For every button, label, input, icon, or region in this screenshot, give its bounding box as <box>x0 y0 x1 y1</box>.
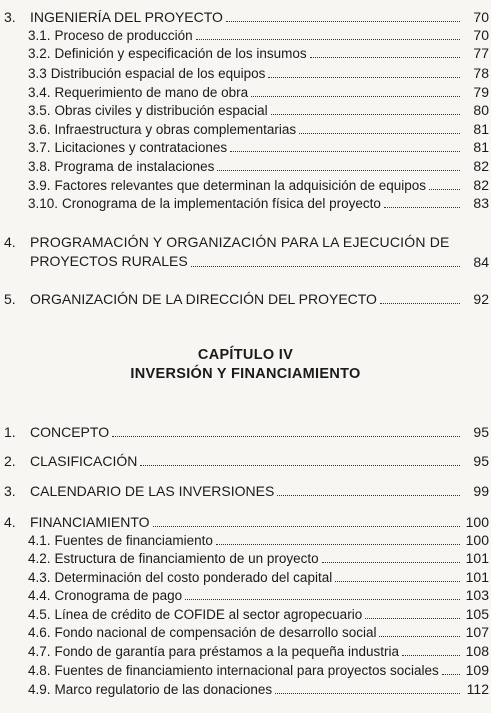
entry-number: 4.9. <box>28 682 51 697</box>
entry-number: 3.2. <box>28 46 51 61</box>
entry-page: 101 <box>465 550 489 566</box>
leader-dots <box>365 617 460 619</box>
entry-page: 107 <box>465 624 489 640</box>
entry-number: 4.5. <box>28 607 51 622</box>
leader-dots <box>112 435 460 437</box>
entry-number: 2. <box>4 453 16 469</box>
toc-subentry <box>28 532 463 549</box>
entry-number: 4.6. <box>28 625 51 640</box>
entry-number: 4.7. <box>28 644 51 659</box>
entry-page: 105 <box>465 606 489 622</box>
toc-entry <box>4 453 463 470</box>
entry-page: 109 <box>465 662 489 678</box>
entry-number: 1. <box>4 424 16 440</box>
entry-number: 3.6. <box>28 122 51 137</box>
leader-dots <box>230 150 460 152</box>
entry-number: 4.4. <box>28 588 51 603</box>
entry-number: 3.7. <box>28 140 51 155</box>
entry-title: Fondo nacional de compensación de desarrollo social <box>54 625 377 640</box>
entry-number: 4.2. <box>28 551 51 566</box>
leader-dots <box>271 113 460 115</box>
leader-dots <box>217 169 460 171</box>
entry-number: 5. <box>4 291 16 307</box>
entry-page: 79 <box>473 84 489 100</box>
entry-page: 100 <box>465 532 489 548</box>
toc-subentry <box>28 643 463 660</box>
toc-subentry <box>28 139 463 156</box>
leader-dots <box>299 132 460 134</box>
leader-dots <box>380 302 460 304</box>
leader-dots <box>185 598 460 600</box>
toc-subentry <box>28 45 463 62</box>
entry-page: 83 <box>473 195 489 211</box>
entry-title: Definición y especificación de los insumos <box>54 46 307 61</box>
entry-page: 81 <box>473 121 489 137</box>
entry-page: 92 <box>473 291 489 307</box>
entry-page: 103 <box>465 587 489 603</box>
entry-number: 3.9. <box>28 178 51 193</box>
entry-title: Distribución espacial de los equipos <box>50 66 266 81</box>
toc-subentry <box>28 177 463 194</box>
entry-title: Fondo de garantía para préstamos a la pequeña industria <box>54 644 400 659</box>
toc-subentry <box>28 569 463 586</box>
entry-page: 70 <box>473 9 489 25</box>
leader-dots <box>196 38 460 40</box>
entry-title-line1: PROGRAMACIÓN Y ORGANIZACIÓN PARA LA EJECUCIÓN DE <box>30 234 450 250</box>
toc-subentry <box>28 662 463 679</box>
entry-title: FINANCIAMIENTO <box>30 514 150 530</box>
entry-page: 108 <box>465 643 489 659</box>
toc-subentry <box>28 195 463 212</box>
entry-page: 70 <box>473 27 489 43</box>
entry-page: 81 <box>473 139 489 155</box>
entry-page: 95 <box>473 453 489 469</box>
toc-subentry <box>28 550 463 567</box>
toc-subentry <box>28 624 463 641</box>
entry-number: 3. <box>4 9 16 25</box>
entry-title: Determinación del costo ponderado del capital <box>54 570 333 585</box>
toc-entry <box>4 233 489 271</box>
leader-dots <box>402 654 460 656</box>
entry-number: 3.1. <box>28 28 51 43</box>
entry-title: Obras civiles y distribución espacial <box>54 103 268 118</box>
entry-title: Fuentes de financiamiento internacional para proyectos sociales <box>54 663 439 678</box>
entry-title: Cronograma de la implementación física del proyecto <box>62 196 381 211</box>
entry-page: 77 <box>473 45 489 61</box>
entry-title: Factores relevantes que determinan la adquisición de equipos <box>54 178 427 193</box>
entry-number: 3. <box>4 483 16 499</box>
entry-page: 95 <box>473 424 489 440</box>
toc-subentry <box>28 681 463 698</box>
toc-subentry <box>28 65 463 82</box>
entry-title: Estructura de financiamiento de un proyecto <box>54 551 319 566</box>
entry-number: 3.4. <box>28 85 51 100</box>
toc-entry <box>4 9 463 26</box>
entry-number: 4. <box>4 234 16 250</box>
entry-page: 78 <box>473 65 489 81</box>
entry-number: 4.8. <box>28 663 51 678</box>
leader-dots <box>442 673 460 675</box>
entry-number: 4.1. <box>28 533 51 548</box>
leader-dots <box>322 561 460 563</box>
toc-entry <box>4 291 463 308</box>
entry-title: Programa de instalaciones <box>54 159 215 174</box>
leader-dots <box>429 188 460 190</box>
leader-dots <box>384 206 460 208</box>
toc-entry <box>4 424 463 441</box>
leader-dots <box>379 635 460 637</box>
entry-title: Línea de crédito de COFIDE al sector agropecuario <box>54 607 363 622</box>
toc-subentry <box>28 84 463 101</box>
entry-page: 80 <box>473 102 489 118</box>
entry-title: CONCEPTO <box>30 424 110 440</box>
entry-title: Infraestructura y obras complementarias <box>54 122 297 137</box>
entry-title: Requerimiento de mano de obra <box>54 85 249 100</box>
toc-subentry <box>28 587 463 604</box>
leader-dots <box>277 494 460 496</box>
entry-page: 101 <box>465 569 489 585</box>
leader-dots <box>251 95 460 97</box>
entry-number: 3.8. <box>28 159 51 174</box>
entry-title: CALENDARIO DE LAS INVERSIONES <box>30 483 275 499</box>
entry-title: Licitaciones y contrataciones <box>54 140 228 155</box>
leader-dots <box>268 76 460 78</box>
entry-page: 82 <box>473 177 489 193</box>
entry-number: 3.3 <box>28 66 47 81</box>
entry-title: ORGANIZACIÓN DE LA DIRECCIÓN DEL PROYECTO <box>30 291 377 307</box>
leader-dots <box>153 525 460 527</box>
entry-title: CLASIFICACIÓN <box>30 453 138 469</box>
entry-title: Cronograma de pago <box>54 588 183 603</box>
entry-title-line2: PROYECTOS RURALES <box>30 253 188 269</box>
leader-dots <box>275 692 460 694</box>
toc-entry <box>4 483 463 500</box>
toc-subentry <box>28 27 463 44</box>
entry-page: 84 <box>473 254 489 270</box>
leader-dots <box>310 56 460 58</box>
entry-title: INGENIERÍA DEL PROYECTO <box>30 9 223 25</box>
toc-subentry <box>28 121 463 138</box>
toc-subentry <box>28 102 463 119</box>
chapter-label: CAPÍTULO IV <box>197 347 294 363</box>
leader-dots <box>335 580 460 582</box>
leader-dots <box>191 265 460 267</box>
toc-subentry <box>28 158 463 175</box>
entry-page: 82 <box>473 158 489 174</box>
entry-title: Fuentes de financiamiento <box>54 533 213 548</box>
entry-title: Marco regulatorio de las donaciones <box>54 682 273 697</box>
entry-page: 100 <box>465 514 489 530</box>
entry-number: 3.5. <box>28 103 51 118</box>
entry-title: Proceso de producción <box>54 28 193 43</box>
leader-dots <box>226 20 460 22</box>
entry-page: 112 <box>466 681 489 697</box>
chapter-title: INVERSIÓN Y FINANCIAMIENTO <box>130 366 361 382</box>
entry-page: 99 <box>473 483 489 499</box>
entry-number: 4. <box>4 514 16 530</box>
entry-number: 3.10. <box>28 196 59 211</box>
toc-subentry <box>28 606 463 623</box>
leader-dots <box>216 543 460 545</box>
toc-entry <box>4 514 463 531</box>
entry-number: 4.3. <box>28 570 51 585</box>
leader-dots <box>140 464 460 466</box>
